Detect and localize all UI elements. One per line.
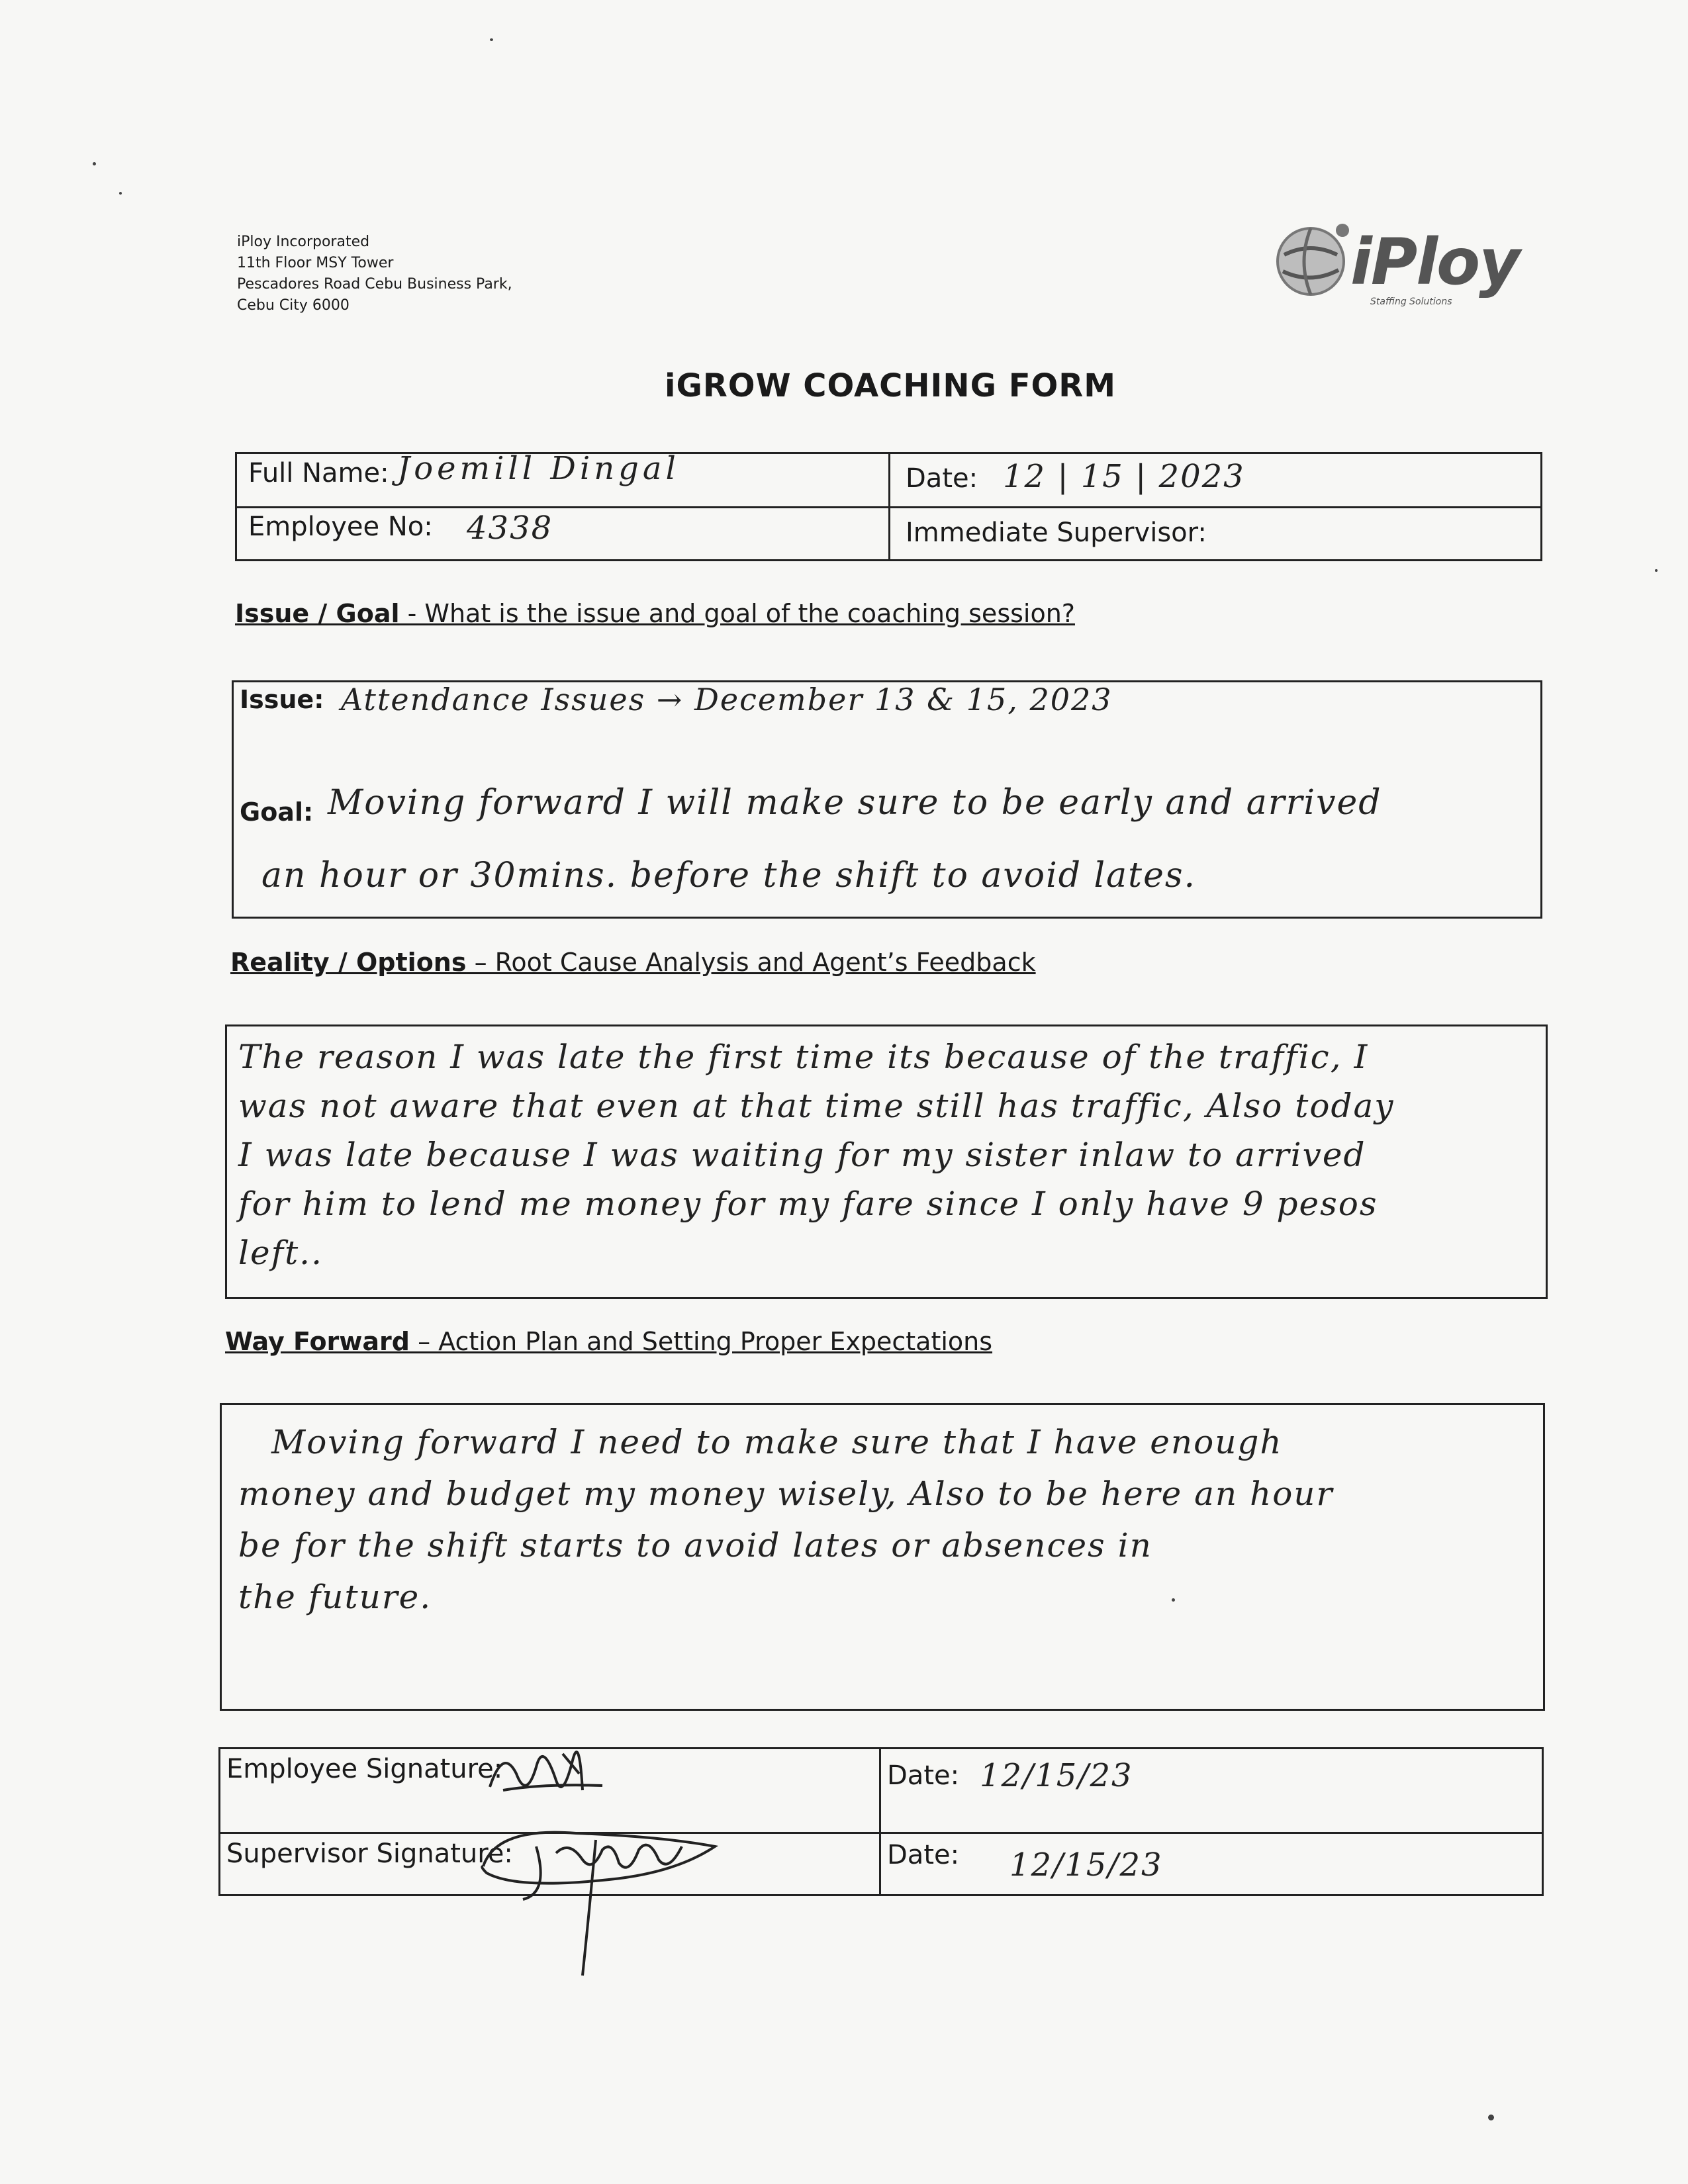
issue-goal-title: Issue / Goal <box>235 599 400 628</box>
issue-goal-subtitle: - What is the issue and goal of the coaching session? <box>399 599 1075 628</box>
way-forward-line: Moving forward I need to make sure that I have enough <box>271 1423 1283 1461</box>
scan-speck <box>119 192 122 195</box>
company-address <box>237 232 512 316</box>
employee-no-value[interactable]: 4338 <box>467 510 553 547</box>
way-forward-title: Way Forward <box>225 1327 410 1356</box>
immediate-supervisor-label: Immediate Supervisor: <box>906 518 1207 548</box>
scan-speck <box>1488 2115 1494 2120</box>
way-forward-line: the future. <box>238 1578 432 1616</box>
issue-goal-heading <box>235 599 1075 628</box>
full-name-value[interactable]: Joemill Dingal <box>397 450 680 487</box>
employee-date-label: Date: <box>887 1760 960 1791</box>
supervisor-date-label: Date: <box>887 1840 960 1870</box>
date-label: Date: <box>906 463 978 494</box>
address-line: 11th Floor MSY Tower <box>237 255 394 271</box>
reality-subtitle: – Root Cause Analysis and Agent’s Feedback <box>466 948 1036 977</box>
reality-title: Reality / Options <box>230 948 467 977</box>
scan-speck <box>1172 1598 1175 1602</box>
employee-signature-label: Employee Signature: <box>226 1754 503 1784</box>
form-title: iGROW COACHING FORM <box>664 367 1117 404</box>
scan-speck <box>490 38 493 41</box>
way-forward-text[interactable] <box>238 1416 1536 1623</box>
issue-label: Issue: <box>240 685 324 714</box>
company-logo <box>1271 212 1523 311</box>
reality-heading <box>230 948 1036 977</box>
address-line: Pescadores Road Cebu Business Park, <box>237 276 512 293</box>
reality-line: I was late because I was waiting for my sister inlaw to arrived <box>238 1136 1366 1174</box>
way-forward-line: be for the shift starts to avoid lates or absences in <box>238 1526 1152 1565</box>
address-line: iPloy Incorporated <box>237 234 370 250</box>
goal-line-2[interactable]: an hour or 30mins. before the shift to avoid lates. <box>261 856 1197 895</box>
supervisor-signature[interactable] <box>477 1813 741 1985</box>
reality-text[interactable] <box>238 1032 1536 1277</box>
reality-line: The reason I was late the first time its because of the traffic, I <box>238 1038 1369 1076</box>
supervisor-signature-label: Supervisor Signature: <box>226 1839 513 1869</box>
way-forward-heading <box>225 1327 992 1356</box>
scan-speck <box>93 162 96 165</box>
reality-line: for him to lend me money for my fare since I only have 9 pesos <box>238 1185 1378 1223</box>
full-name-label: Full Name: <box>248 458 389 488</box>
goal-label: Goal: <box>240 797 314 827</box>
goal-line-1[interactable]: Moving forward I will make sure to be early and arrived <box>328 783 1382 823</box>
logo-tagline: Staffing Solutions <box>1370 296 1452 307</box>
employee-no-label: Employee No: <box>248 512 433 542</box>
issue-value[interactable]: Attendance Issues → December 13 & 15, 2023 <box>341 682 1113 717</box>
date-value[interactable]: 12 | 15 | 2023 <box>1003 458 1245 495</box>
address-line: Cebu City 6000 <box>237 297 350 314</box>
way-forward-subtitle: – Action Plan and Setting Proper Expectations <box>410 1327 993 1356</box>
reality-line: left.. <box>238 1234 323 1272</box>
employee-date-value[interactable]: 12/15/23 <box>980 1757 1133 1794</box>
way-forward-line: money and budget my money wisely, Also to be here an hour <box>238 1475 1334 1513</box>
employee-signature[interactable] <box>463 1727 616 1813</box>
scan-speck <box>1655 569 1658 572</box>
reality-line: was not aware that even at that time still has traffic, Also today <box>238 1087 1395 1125</box>
globe-icon <box>1271 218 1357 304</box>
logo-wordmark: iPloy <box>1350 225 1519 299</box>
supervisor-date-value[interactable]: 12/15/23 <box>1009 1846 1163 1884</box>
